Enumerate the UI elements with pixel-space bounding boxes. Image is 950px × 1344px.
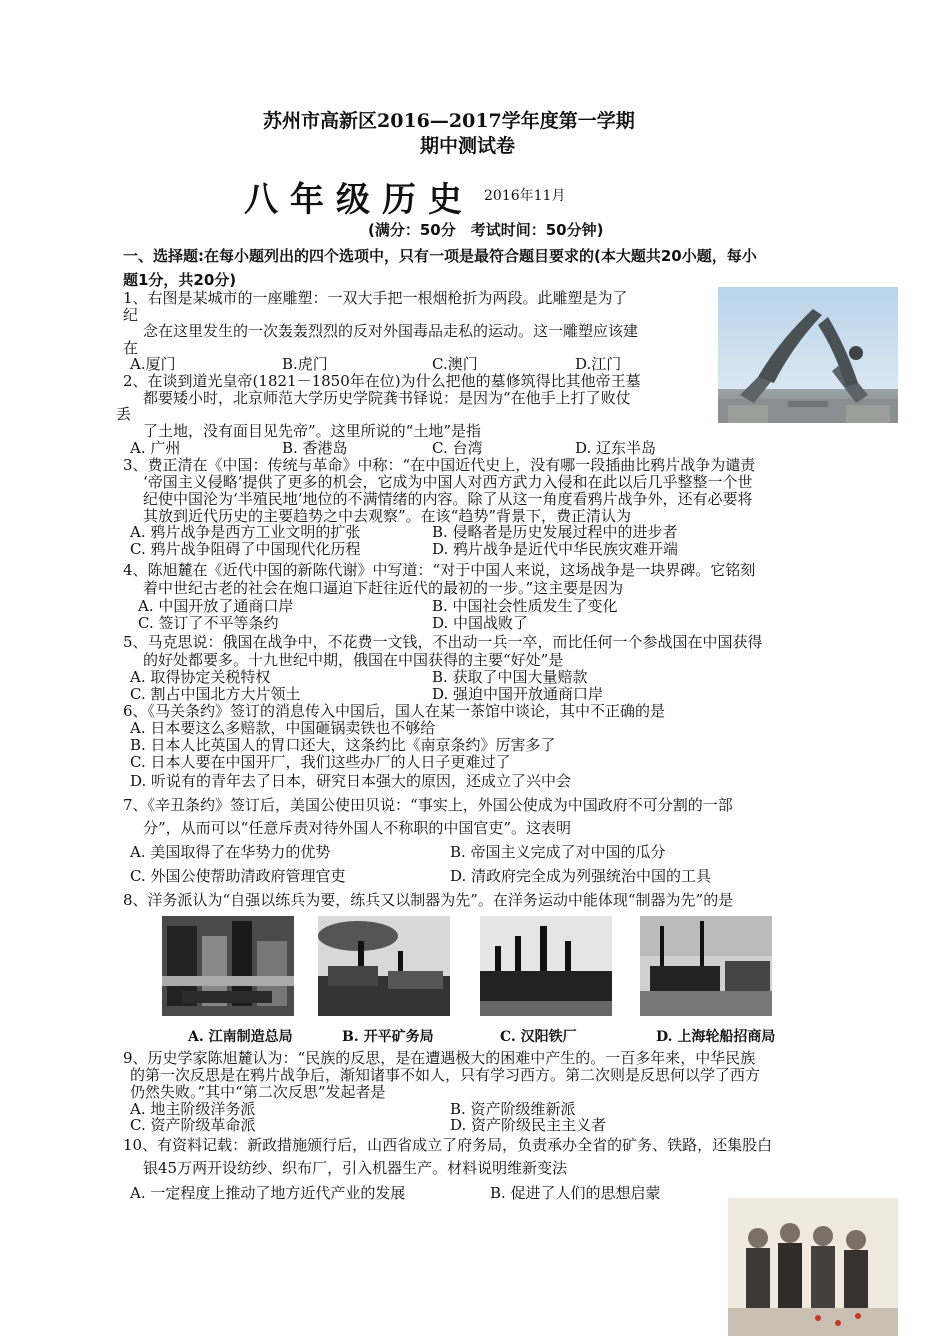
q7-text-2: 分”，从而可以“任意斥责对待外国人不称职的中国官吏”。这表明 [143,819,572,837]
sculpture-photo [718,287,898,423]
q10-option-b: B. 促进了人们的思想启蒙 [490,1184,661,1202]
q3-text-2: ‘帝国主义侵略’提供了更多的机会，它成为中国人对西方武力入侵和在此以后几乎整整一个世 [143,473,753,491]
q1-option-a: A.厦门 [130,355,176,373]
q10-text: 10、有资料记载：新政措施颁行后，山西省成立了府务局，负责承办全省的矿务、铁路，还集股白 [123,1136,773,1154]
q1-option-b: B.虎门 [282,355,328,373]
q5-option-a: A. 取得协定关税特权 [130,668,271,686]
q8-text: 8、洋务派认为“自强以练兵为要，练兵又以制器为先”。在洋务运动中能体现“制器为先”的是 [123,891,734,909]
q4-option-b: B. 中国社会性质发生了变化 [432,597,618,615]
q6-option-d: D. 听说有的青年去了日本，研究日本强大的原因，还成立了兴中会 [130,772,572,790]
q2-option-c: C. 台湾 [432,439,483,457]
q4-text-2: 着中世纪古老的社会在炮口逼迫下赶往近代的最初的一步。”这主要是因为 [143,579,624,597]
q8-caption-d: D. 上海轮船招商局 [656,1029,776,1045]
q2-text-wrap: 丢 [116,405,132,423]
q3-text-3: 纪使中国沦为‘半殖民地’地位的不满情绪的内容。除了从这一角度看鸦片战争外，还有必要将 [143,490,753,508]
kaiping-mine-photo [318,916,450,1016]
q10-text-2: 银45万两开设纺纱、织布厂，引入机器生产。材料说明维新变法 [143,1159,568,1177]
q1-text: 1、右图是某城市的一座雕塑：一双大手把一根烟枪折为两段。此雕塑是为了 [123,289,628,307]
q8-caption-c: C. 汉阳铁厂 [500,1029,577,1045]
q6-option-b: B. 日本人比英国人的胃口还大，这条约比《南京条约》厉害多了 [130,736,556,754]
hanyang-ironworks-photo [480,916,612,1016]
q7-text: 7、《辛丑条约》签订后，美国公使田贝说：“事实上，外国公使成为中国政府不可分割的一部 [123,796,733,814]
q8-caption-b: B. 开平矿务局 [342,1029,434,1045]
q7-option-a: A. 美国取得了在华势力的优势 [130,843,331,861]
q1-option-c: C.澳门 [432,355,478,373]
q9-option-d: D. 资产阶级民主主义者 [450,1116,607,1134]
qing-figures-illustration [728,1198,898,1336]
section-instruction-cont: 题1分，共20分) [123,271,237,289]
q1-text-wrap: 纪 [123,306,139,324]
q9-option-a: A. 地主阶级洋务派 [130,1100,256,1118]
q4-option-c: C. 签订了不平等条约 [138,614,279,632]
exam-title: 苏州市高新区2016—2017学年度第一学期 [263,110,635,132]
q5-option-b: B. 获取了中国大量赔款 [432,668,588,686]
q4-option-a: A. 中国开放了通商口岸 [138,597,294,615]
q9-option-c: C. 资产阶级革命派 [130,1116,256,1134]
section-instruction: 一、选择题:在每小题列出的四个选项中，只有一项是最符合题目要求的(本大题共20小题，每小 [123,247,757,265]
q2-option-d: D. 辽东半岛 [575,439,657,457]
q6-text: 6、《马关条约》签订的消息传入中国后，国人在某一茶馆中谈论，其中不正确的是 [123,702,666,720]
q5-text-2: 的好处都要多。十九世纪中期，俄国在中国获得的主要“好处”是 [143,651,564,669]
q2-text-2: 都要矮小时，北京师范大学历史学院龚书铎说：是因为“在他手上打了败仗 [143,389,631,407]
q6-option-a: A. 日本要这么多赔款，中国砸锅卖铁也不够给 [130,719,436,737]
q10-option-a: A. 一定程度上推动了地方近代产业的发展 [130,1184,406,1202]
q8-caption-a: A. 江南制造总局 [188,1029,293,1045]
q7-option-d: D. 清政府完全成为列强统治中国的工具 [450,867,712,885]
shanghai-shipping-photo [640,916,772,1016]
q9-text: 9、历史学家陈旭麓认为：“民族的反思，是在遭遇极大的困难中产生的。一百多年来，中华民族 [123,1049,756,1067]
jiangnan-arsenal-photo [162,916,294,1016]
q2-option-b: B. 香港岛 [282,439,348,457]
q3-text: 3、费正清在《中国：传统与革命》中称：“在中国近代史上，没有哪一段插曲比鸦片战争为谴责 [123,456,756,474]
q7-option-b: B. 帝国主义完成了对中国的瓜分 [450,843,666,861]
q1-option-d: D.江门 [575,355,622,373]
score-info: (满分：50分 考试时间：50分钟) [368,221,604,239]
q5-text: 5、马克思说：俄国在战争中，不花费一文钱，不出动一兵一卒，而比任何一个参战国在中国获得 [123,633,763,651]
q2-option-a: A. 广州 [130,439,181,457]
q2-text-3: 了土地，没有面目见先帝”。这里所说的“土地”是指 [143,422,482,440]
q3-option-a: A. 鸦片战争是西方工业文明的扩张 [130,523,361,541]
q7-option-c: C. 外国公使帮助清政府管理官吏 [130,867,346,885]
q9-text-3: 仍然失败。”其中“第二次反思”发起者是 [130,1083,386,1101]
q5-option-d: D. 强迫中国开放通商口岸 [432,685,604,703]
q2-text: 2、在谈到道光皇帝(1821－1850年在位)为什么把他的墓修筑得比其他帝王墓 [123,372,641,390]
q1-text-2: 念在这里发生的一次轰轰烈烈的反对外国毒品走私的运动。这一雕塑应该建 [143,322,639,340]
q3-option-d: D. 鸦片战争是近代中华民族灾难开端 [432,540,679,558]
q3-option-c: C. 鸦片战争阻碍了中国现代化历程 [130,540,361,558]
subject-title: 八年级历史 [244,180,474,220]
q9-option-b: B. 资产阶级维新派 [450,1100,576,1118]
q3-option-b: B. 侵略者是历史发展过程中的进步者 [432,523,678,541]
q3-text-4: 其放到近代历史的主要趋势之中去观察”。在该“趋势”背景下，费正清认为 [143,507,632,525]
exam-subtitle: 期中测试卷 [420,135,516,157]
q9-text-2: 的第一次反思是在鸦片战争后，渐知诸事不如人，只有学习西方。第二次则是反思何以学了西方 [130,1066,761,1084]
q6-option-c: C. 日本人要在中国开厂，我们这些办厂的人日子更难过了 [130,753,511,771]
exam-date: 2016年11月 [484,188,566,204]
q4-text: 4、陈旭麓在《近代中国的新陈代谢》中写道：“对于中国人来说，这场战争是一块界碑。它铭刻 [123,561,756,579]
q1-text-wrap-2: 在 [123,339,139,357]
q5-option-c: C. 割占中国北方大片领土 [130,685,301,703]
q4-option-d: D. 中国战败了 [432,614,529,632]
